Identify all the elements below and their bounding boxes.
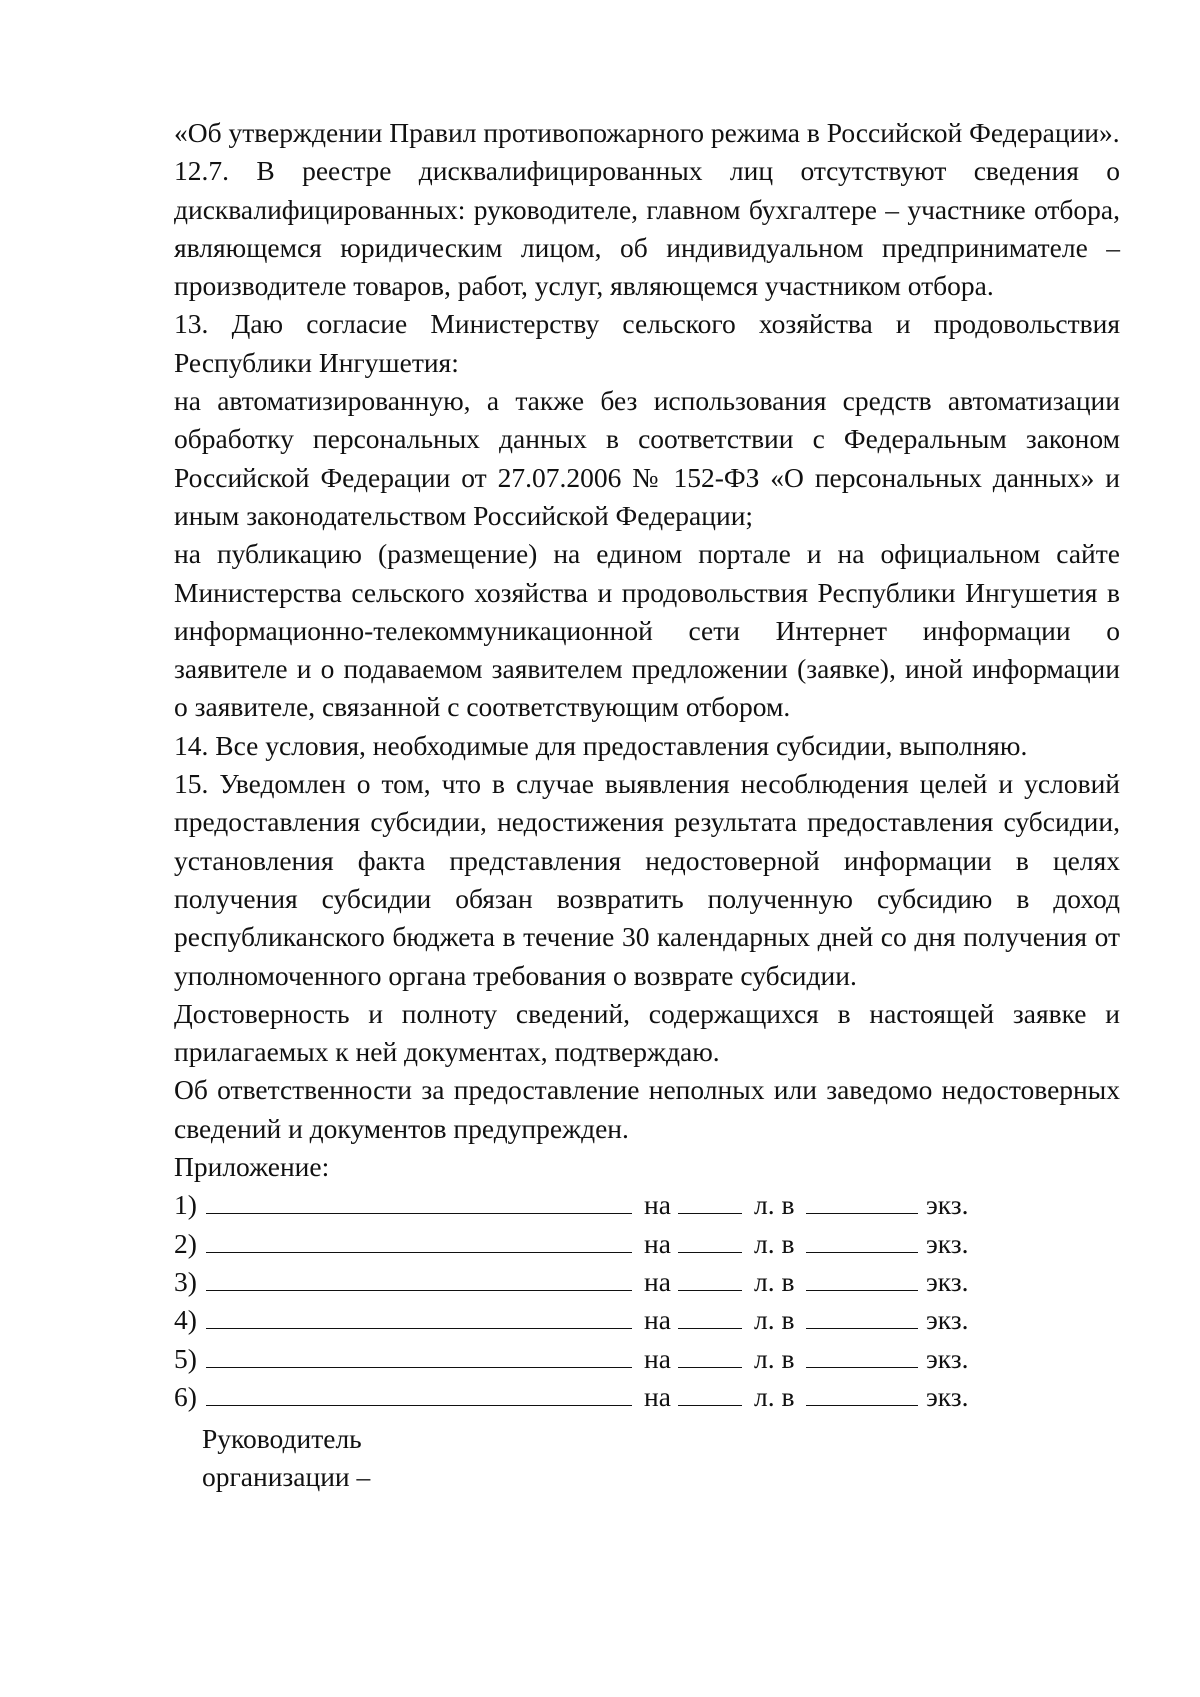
na-label: на	[644, 1342, 671, 1374]
copies-label: экз.	[926, 1227, 969, 1259]
attachment-name-blank[interactable]	[206, 1378, 632, 1406]
paragraph-reliability: Достоверность и полноту сведений, содержащихся в настоящей заявке и прилагаемых к ней документах, подтверждаю.	[174, 997, 1120, 1068]
copies-blank[interactable]	[806, 1263, 918, 1291]
signature-title-line1: Руководитель	[202, 1423, 362, 1455]
pages-label: л. в	[754, 1227, 795, 1259]
attachment-name-blank[interactable]	[206, 1186, 632, 1214]
attachment-name-blank[interactable]	[206, 1263, 632, 1291]
pages-label: л. в	[754, 1304, 795, 1336]
copies-label: экз.	[926, 1189, 969, 1221]
pages-label: л. в	[754, 1265, 795, 1297]
pages-blank[interactable]	[678, 1301, 742, 1329]
attachment-name-blank[interactable]	[206, 1301, 632, 1329]
pages-blank[interactable]	[678, 1378, 742, 1406]
na-label: на	[644, 1227, 671, 1259]
paragraph-fire-regime: «Об утверждении Правил противопожарного режима в Российской Федерации».	[174, 117, 1120, 148]
paragraph-consent-processing: на автоматизированную, а также без использования средств автоматизации обработку персональных данных в соответствии с Федеральным законом Российской Федерации от 27.07.2006 № 152-ФЗ «О персональных данных» и иным законодательством Российской Федерации;	[174, 385, 1120, 531]
document-page	[174, 114, 1120, 1497]
attachments-list	[174, 1186, 1120, 1416]
na-label: на	[644, 1304, 671, 1336]
copies-label: экз.	[926, 1304, 969, 1336]
pages-blank[interactable]	[678, 1186, 742, 1214]
pages-blank[interactable]	[678, 1263, 742, 1291]
copies-blank[interactable]	[806, 1186, 918, 1214]
attachment-number: 3)	[174, 1265, 197, 1297]
attachment-number: 5)	[174, 1342, 197, 1374]
pages-label: л. в	[754, 1189, 795, 1221]
pages-blank[interactable]	[678, 1340, 742, 1368]
attachment-number: 1)	[174, 1189, 197, 1221]
attachment-row	[174, 1378, 1120, 1416]
pages-label: л. в	[754, 1380, 795, 1412]
attachments-heading: Приложение:	[174, 1151, 330, 1183]
copies-label: экз.	[926, 1265, 969, 1297]
copies-blank[interactable]	[806, 1378, 918, 1406]
attachment-row	[174, 1301, 1120, 1339]
copies-blank[interactable]	[806, 1301, 918, 1329]
attachment-number: 2)	[174, 1227, 197, 1259]
paragraph-14: 14. Все условия, необходимые для предоставления субсидии, выполняю.	[174, 729, 1028, 761]
paragraph-12-7: 12.7. В реестре дисквалифицированных лиц отсутствуют сведения о дисквалифицированных: руководителе, главном бухгалтере – участнике отбора, являющемся юридическим лицом, об индивидуальном предпринимателе – производителе товаров, работ, услуг, являющемся участником отбора.	[174, 155, 1120, 302]
copies-label: экз.	[926, 1342, 969, 1374]
attachment-number: 4)	[174, 1304, 197, 1336]
na-label: на	[644, 1189, 671, 1221]
copies-label: экз.	[926, 1380, 969, 1412]
na-label: на	[644, 1380, 671, 1412]
attachment-row	[174, 1263, 1120, 1301]
paragraph-15: 15. Уведомлен о том, что в случае выявления несоблюдения целей и условий предоставления субсидии, недостижения результата предоставления субсидии, установления факта представления недостоверной информации в целях получения субсидии обязан возвратить полученную субсидию в доход республиканского бюджета в течение 30 календарных дней со дня получения от уполномоченного органа требования о возврате субсидии.	[174, 768, 1120, 991]
attachment-row	[174, 1186, 1120, 1224]
paragraph-responsibility: Об ответственности за предоставление неполных или заведомо недостоверных сведений и документов предупрежден.	[174, 1074, 1120, 1144]
na-label: на	[644, 1265, 671, 1297]
copies-blank[interactable]	[806, 1340, 918, 1368]
attachment-row	[174, 1225, 1120, 1263]
signature-title-line2: организации –	[202, 1461, 371, 1493]
signature-block	[202, 1420, 1120, 1497]
paragraph-consent-publication: на публикацию (размещение) на едином портале и на официальном сайте Министерства сельского хозяйства и продовольствия Республики Ингушетия в информационно-телекоммуникационной сети Интернет информации о заявителе и о подаваемом заявителем предложении (заявке), иной информации о заявителе, связанной с соответствующим отбором.	[174, 538, 1120, 723]
attachment-number: 6)	[174, 1380, 197, 1412]
paragraph-13: 13. Даю согласие Министерству сельского хозяйства и продовольствия Республики Ингушетия:	[174, 308, 1120, 378]
attachment-name-blank[interactable]	[206, 1340, 632, 1368]
pages-blank[interactable]	[678, 1225, 742, 1253]
attachment-row	[174, 1340, 1120, 1378]
copies-blank[interactable]	[806, 1225, 918, 1253]
attachment-name-blank[interactable]	[206, 1225, 632, 1253]
pages-label: л. в	[754, 1342, 795, 1374]
